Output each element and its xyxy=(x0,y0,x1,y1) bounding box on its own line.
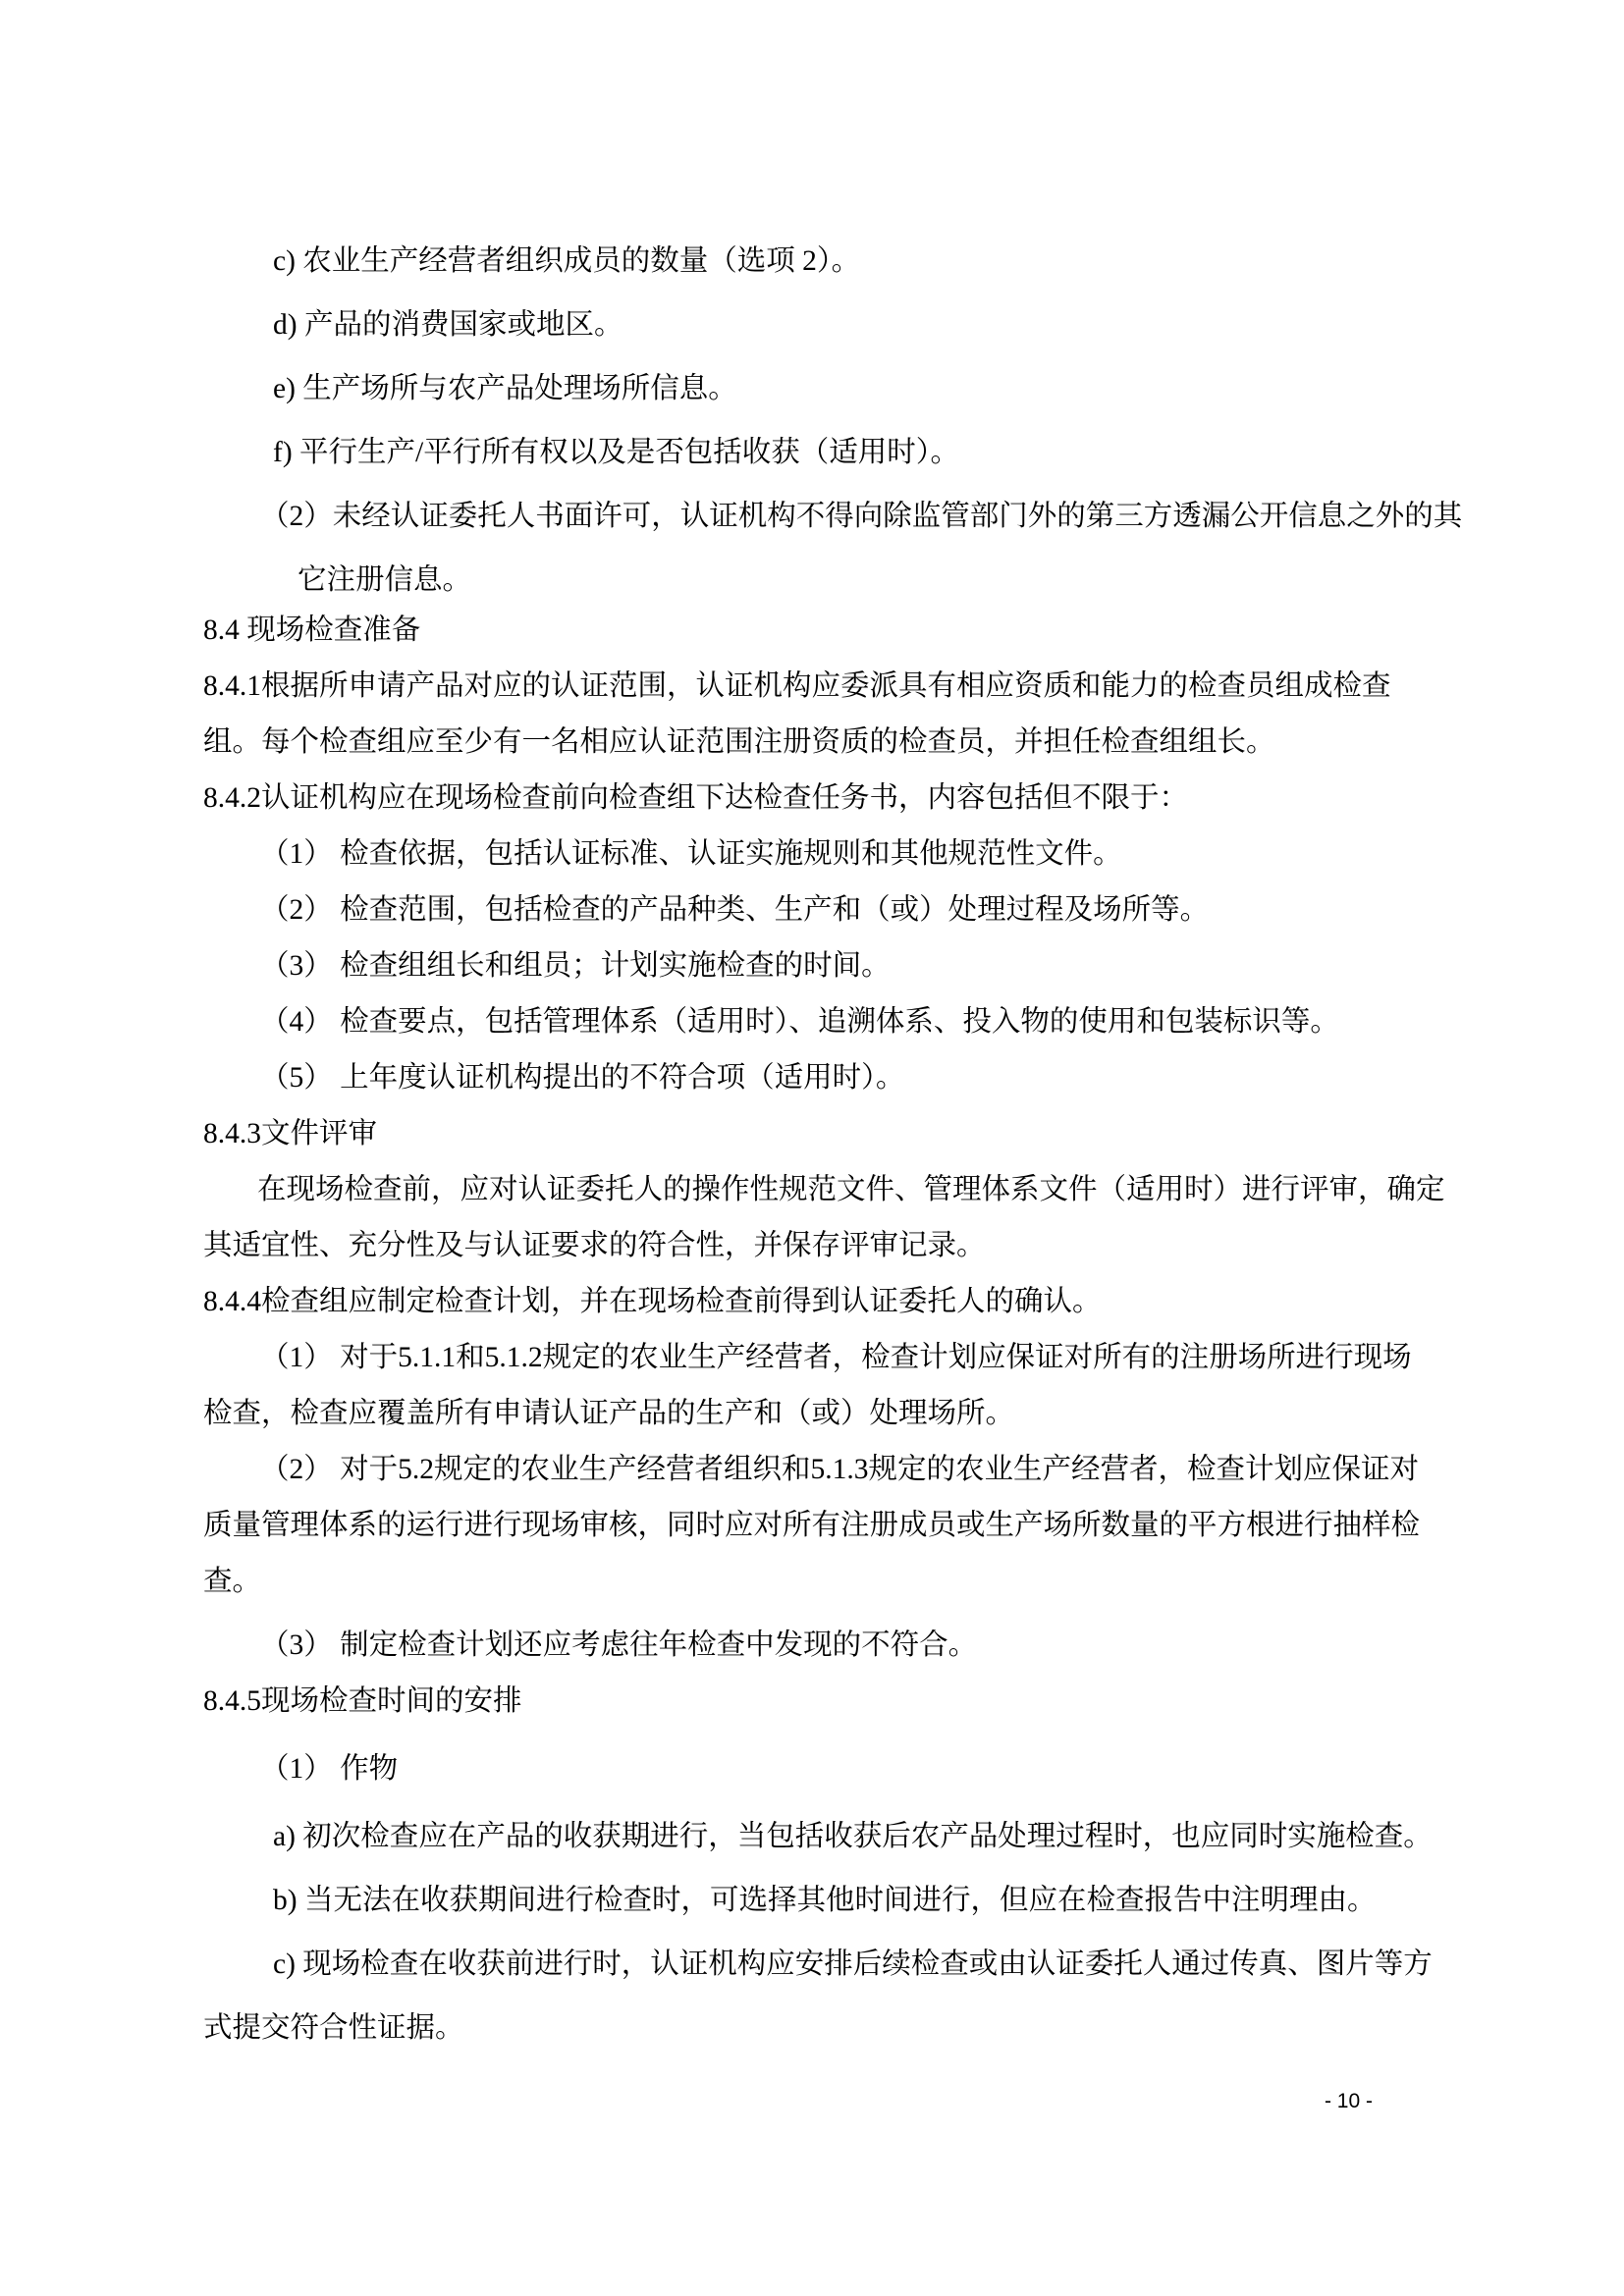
text-line: f) 平行生产/平行所有权以及是否包括收获（适用时）。 xyxy=(273,437,959,468)
text-line: （3） 制定检查计划还应考虑往年检查中发现的不符合。 xyxy=(260,1629,978,1661)
text-line: （4） 检查要点，包括管理体系（适用时）、追溯体系、投入物的使用和包装标识等。 xyxy=(260,1006,1339,1038)
text-line: 8.4.3文件评审 xyxy=(203,1118,378,1149)
text-line: 检查，检查应覆盖所有申请认证产品的生产和（或）处理场所。 xyxy=(203,1398,1015,1429)
text-line: 质量管理体系的运行进行现场审核，同时应对所有注册成员或生产场所数量的平方根进行抽样检 xyxy=(203,1510,1421,1541)
text-line: （1） 对于5.1.1和5.1.2规定的农业生产经营者，检查计划应保证对所有的注册场所进行现场 xyxy=(260,1342,1412,1373)
text-line: d) 产品的消费国家或地区。 xyxy=(273,309,623,341)
text-line: （3） 检查组组长和组员；计划实施检查的时间。 xyxy=(260,950,891,982)
text-line: （2）未经认证委托人书面许可，认证机构不得向除监管部门外的第三方透漏公开信息之外的其 xyxy=(260,501,1463,532)
text-line: c) 农业生产经营者组织成员的数量（选项 2）。 xyxy=(273,245,861,277)
text-line: b) 当无法在收获期间进行检查时，可选择其他时间进行，但应在检查报告中注明理由。 xyxy=(273,1885,1377,1916)
text-line: 组。每个检查组应至少有一名相应认证范围注册资质的检查员，并担任检查组组长。 xyxy=(203,726,1275,758)
text-line: c) 现场检查在收获前进行时，认证机构应安排后续检查或由认证委托人通过传真、图片等方 xyxy=(273,1949,1433,1980)
text-line: （1） 作物 xyxy=(260,1753,399,1785)
text-line: 它注册信息。 xyxy=(298,564,472,596)
text-line: 8.4.5现场检查时间的安排 xyxy=(203,1685,522,1717)
text-line: 在现场检查前，应对认证委托人的操作性规范文件、管理体系文件（适用时）进行评审，确定 xyxy=(257,1174,1445,1205)
text-line: 其适宜性、充分性及与认证要求的符合性，并保存评审记录。 xyxy=(203,1230,986,1261)
text-line: （2） 对于5.2规定的农业生产经营者组织和5.1.3规定的农业生产经营者，检查计划应保证对 xyxy=(260,1454,1420,1485)
text-line: 查。 xyxy=(203,1566,262,1597)
text-line: 8.4 现场检查准备 xyxy=(203,614,421,646)
text-line: 8.4.1根据所申请产品对应的认证范围，认证机构应委派具有相应资质和能力的检查员组成检查 xyxy=(203,670,1391,702)
text-line: 式提交符合性证据。 xyxy=(203,2012,464,2044)
text-line: e) 生产场所与农产品处理场所信息。 xyxy=(273,373,737,404)
text-line: 8.4.4检查组应制定检查计划，并在现场检查前得到认证委托人的确认。 xyxy=(203,1286,1102,1317)
text-line: （2） 检查范围，包括检查的产品种类、生产和（或）处理过程及场所等。 xyxy=(260,894,1210,926)
text-line: （5） 上年度认证机构提出的不符合项（适用时）。 xyxy=(260,1062,905,1094)
text-line: （1） 检查依据，包括认证标准、认证实施规则和其他规范性文件。 xyxy=(260,838,1122,870)
text-line: 8.4.2认证机构应在现场检查前向检查组下达检查任务书，内容包括但不限于： xyxy=(203,782,1189,814)
text-line: a) 初次检查应在产品的收获期进行，当包括收获后农产品处理过程时，也应同时实施检查。 xyxy=(273,1821,1433,1852)
page-number: - 10 - xyxy=(1324,2090,1373,2112)
